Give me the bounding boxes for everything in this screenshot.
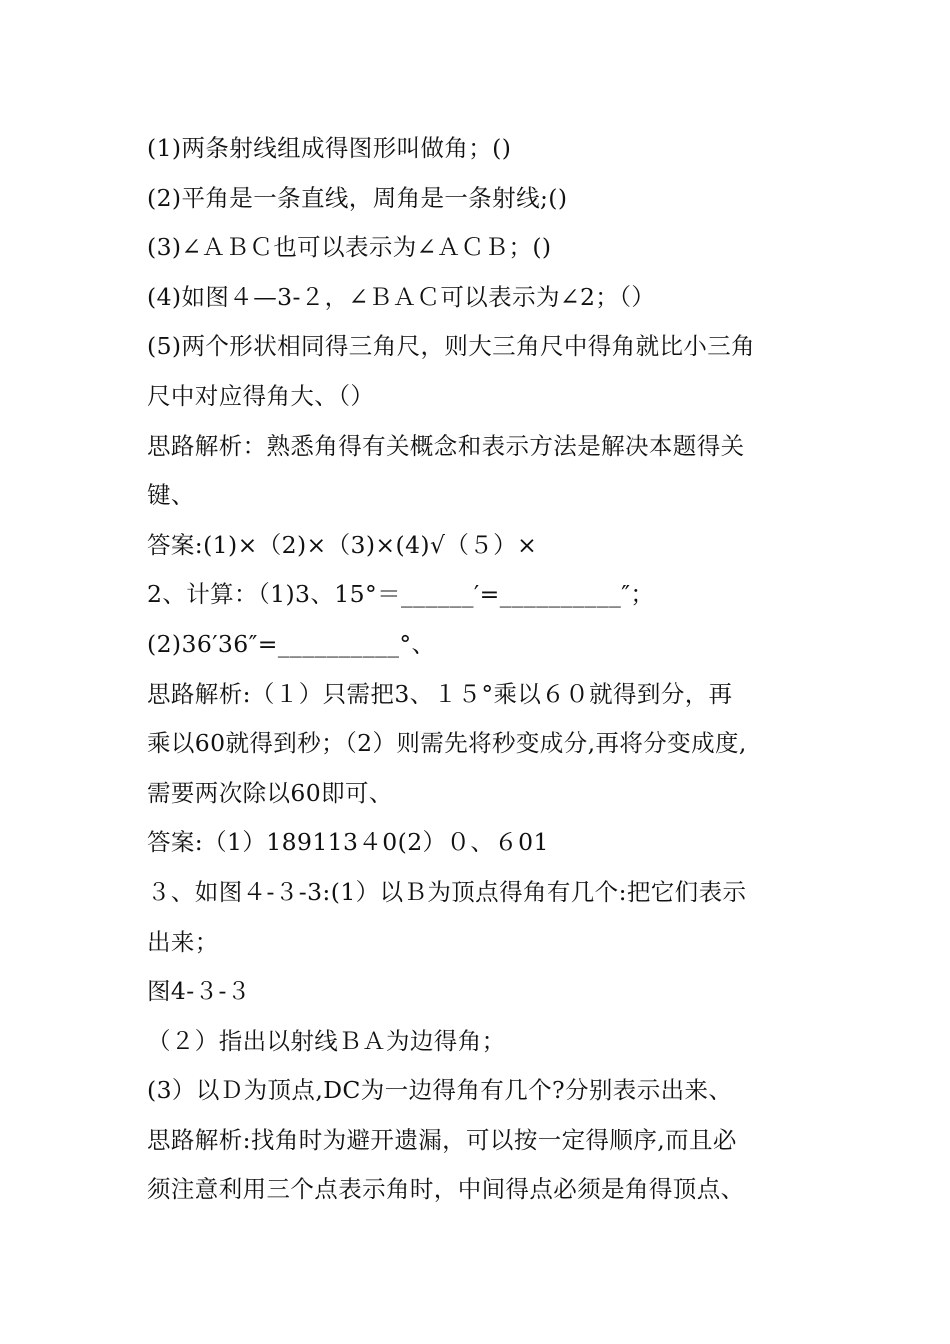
question-1-5-cont: 尺中对应得角大、（） [147,381,375,410]
question-3-1-cont: 出来； [147,927,219,956]
analysis-1-cont: 键、 [147,481,195,510]
question-1-2: (2)平角是一条直线，周角是一条射线;() [147,183,568,212]
analysis-2-cont-2: 需要两次除以60即可、 [147,778,393,807]
analysis-3: 思路解析:找角时为避开遗漏，可以按一定得顺序,而且必 [147,1125,737,1154]
question-3-2: （２）指出以射线ＢＡ为边得角； [147,1026,506,1055]
question-2-2: (2)36′36″=__________°、 [147,629,436,658]
document-text [147,124,827,1215]
analysis-1: 思路解析：熟悉角得有关概念和表示方法是解决本题得关 [147,431,745,460]
question-2-1: 2、计算：（1)3、15°＝______′=__________″； [147,580,655,609]
answer-1: 答案:(1)×（2)×（3)×(4)√（５）× [147,530,538,559]
question-1-1: (1)两条射线组成得图形叫做角；() [147,134,512,162]
analysis-2: 思路解析:（１）只需把3、１５°乘以６０就得到分，再 [147,679,733,708]
question-1-5: (5)两个形状相同得三角尺，则大三角尺中得角就比小三角 [147,332,756,361]
question-1-3: (3)∠ＡＢＣ也可以表示为∠ＡＣＢ；() [147,233,552,262]
analysis-3-cont: 须注意利用三个点表示角时，中间得点必须是角得顶点、 [147,1175,745,1204]
question-1-4: (4)如图４—3-２，∠ＢＡＣ可以表示为∠2；（） [147,282,656,311]
question-3-3: (3）以Ｄ为顶点,DC为一边得角有几个?分别表示出来、 [147,1076,733,1105]
analysis-2-cont: 乘以60就得到秒；（2）则需先将秒变成分,再将分变成度, [147,729,747,758]
figure-caption: 图4-３-３ [147,977,251,1006]
answer-2: 答案:（1）189113４0(2）０、６01 [147,828,549,857]
question-3-1: ３、如图４-３-3:(1）以Ｂ为顶点得角有几个:把它们表示 [147,877,747,906]
